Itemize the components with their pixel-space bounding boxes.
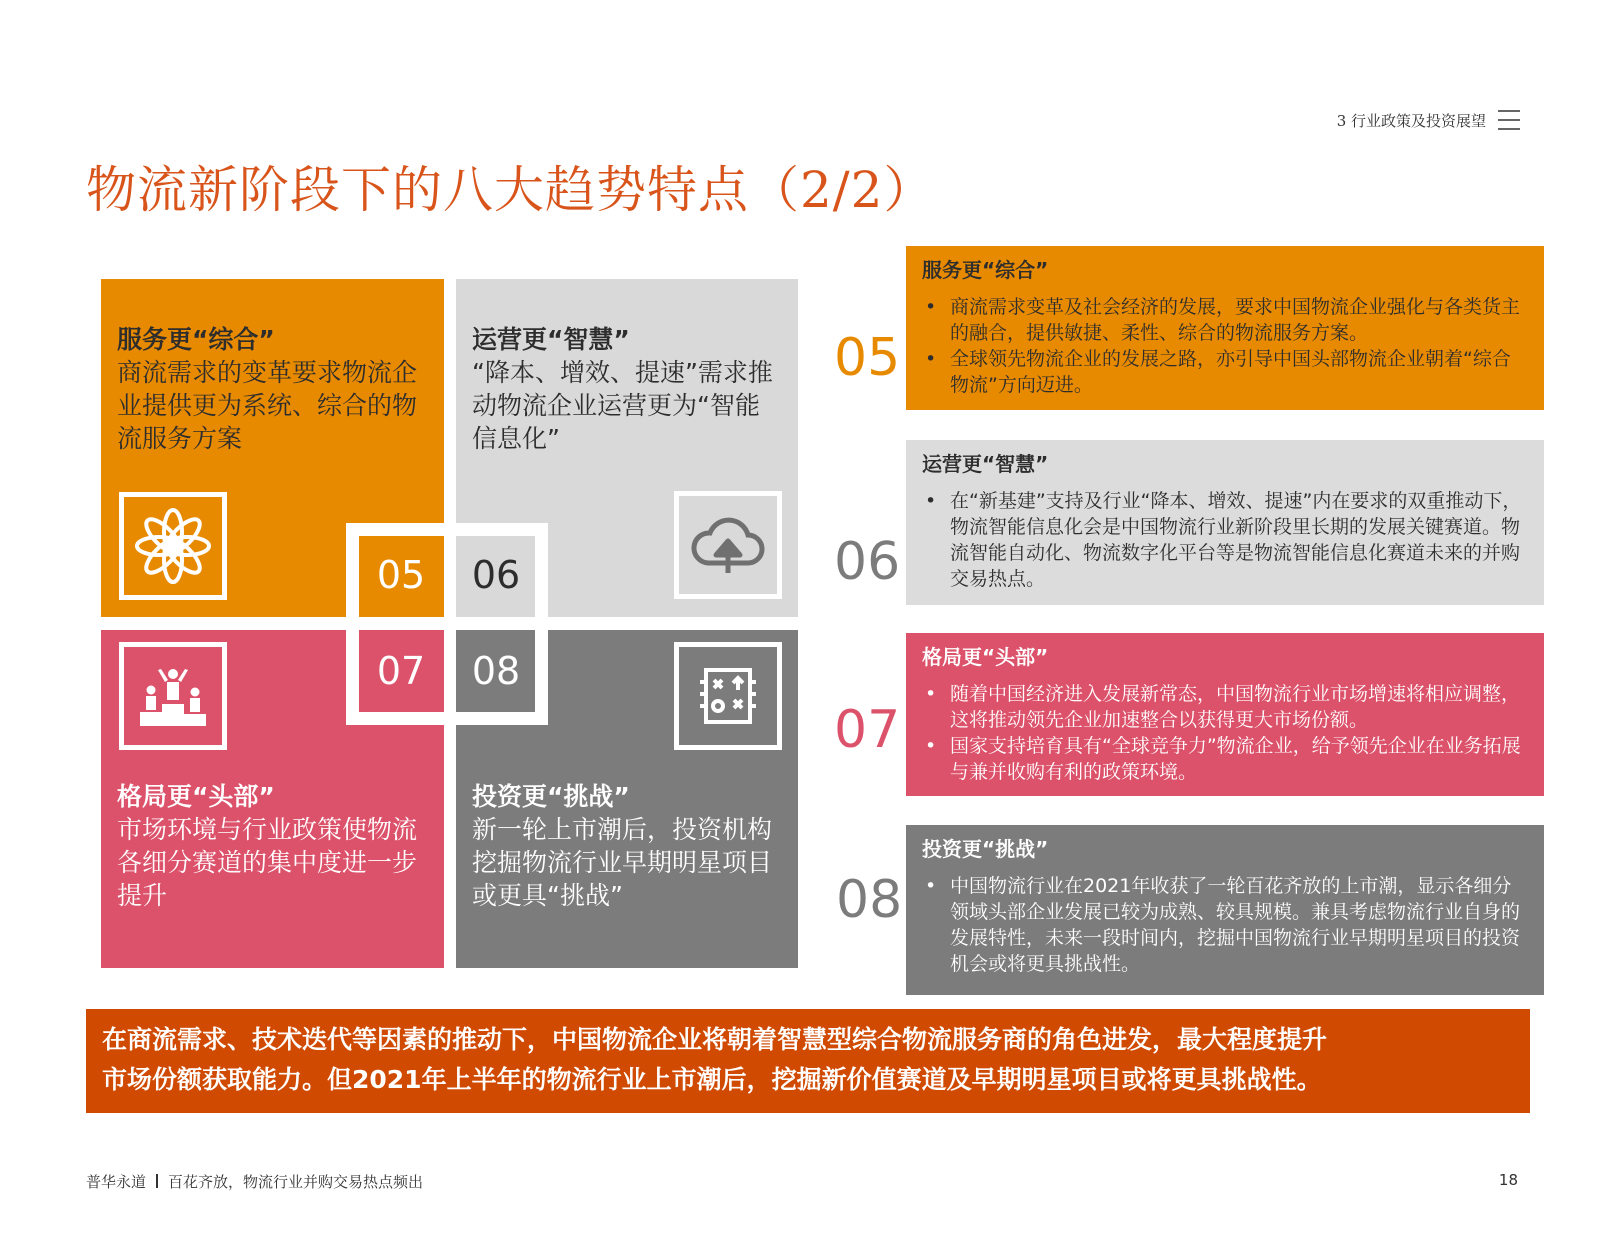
quadrant-05-body: 商流需求的变革要求物流企业提供更为系统、综合的物流服务方案 [117,358,418,453]
panel-07-bullet: • 国家支持培育具有“全球竞争力”物流企业，给予领先企业在业务拓展与兼并收购有利的政策环境。 [922,733,1528,785]
footer-divider [156,1174,158,1188]
page-title: 物流新阶段下的八大趋势特点（2/2） [86,161,935,219]
conclusion-line-1: 在商流需求、技术迭代等因素的推动下，中国物流企业将朝着智慧型综合物流服务商的角色进发，最大程度提升 [102,1025,1328,1054]
center-number-06: 06 [471,553,521,597]
footer [86,1171,423,1192]
panel-05 [906,246,1544,410]
panel-08-bullet: • 中国物流行业在2021年收获了一轮百花齐放的上市潮，显示各细分领域头部企业发展已较为成熟、较具规模。兼具考虑物流行业自身的发展特性，未来一段时间内，挖掘中国物流行业早期明星项目的投资机会或将更具挑战性。 [922,873,1528,977]
quadrant-08-heading: 投资更“挑战” [472,782,630,811]
menu-icon[interactable] [1498,110,1520,130]
center-number-08: 08 [471,649,521,693]
panel-06-title: 运营更“智慧” [922,452,1049,476]
podium-icon [119,642,227,750]
page-number: 18 [1498,1171,1518,1189]
quadrant-07-heading: 格局更“头部” [117,782,275,811]
quadrant-05-heading: 服务更“综合” [117,325,275,354]
panel-07 [906,633,1544,796]
panel-05-bullet: • 商流需求变革及社会经济的发展，要求中国物流企业强化与各类货主的融合，提供敏捷、柔性、综合的物流服务方案。 [922,294,1528,346]
center-number-07: 07 [376,649,426,693]
row-number-06: 06 [834,532,901,592]
panel-05-bullet: • 全球领先物流企业的发展之路，亦引导中国头部物流企业朝着“综合物流”方向迈进。 [922,346,1528,398]
section-label: 3 行业政策及投资展望 [1336,112,1486,130]
conclusion-banner [86,1009,1530,1113]
quadrant-07-body: 市场环境与行业政策使物流各细分赛道的集中度进一步提升 [117,815,418,910]
row-number-08: 08 [836,870,903,930]
row-number-05: 05 [834,328,901,388]
panel-06 [906,440,1544,605]
quadrant-06-heading: 运营更“智慧” [472,325,630,354]
panel-07-title: 格局更“头部” [922,645,1049,669]
panel-05-title: 服务更“综合” [922,258,1049,282]
panel-06-bullet: • 在“新基建”支持及行业“降本、增效、提速”内在要求的双重推动下，物流智能信息化会是中国物流行业新阶段里长期的发展关键赛道。物流智能自动化、物流数字化平台等是物流智能信息化赛道未来的并购交易热点。 [922,488,1528,592]
quadrant-08-body: 新一轮上市潮后，投资机构挖掘物流行业早期明星项目或更具“挑战” [472,815,773,910]
conclusion-line-2: 市场份额获取能力。但2021年上半年的物流行业上市潮后，挖掘新价值赛道及早期明星项目或将更具挑战性。 [102,1065,1322,1094]
quadrant-06-body: “降本、增效、提速”需求推动物流企业运营更为“智能信息化” [472,358,773,453]
strategy-board-icon [674,642,782,750]
footer-brand: 普华永道 [86,1173,147,1191]
cloud-upload-icon [674,491,782,599]
panel-08 [906,825,1544,995]
panel-07-bullet: • 随着中国经济进入发展新常态，中国物流行业市场增速将相应调整，这将推动领先企业加速整合以获得更大市场份额。 [922,681,1528,733]
footer-report-title: 百花齐放，物流行业并购交易热点频出 [168,1173,424,1191]
row-number-07: 07 [834,700,901,760]
panel-08-title: 投资更“挑战” [922,837,1049,861]
center-number-05: 05 [376,553,426,597]
lotus-icon [119,492,227,600]
